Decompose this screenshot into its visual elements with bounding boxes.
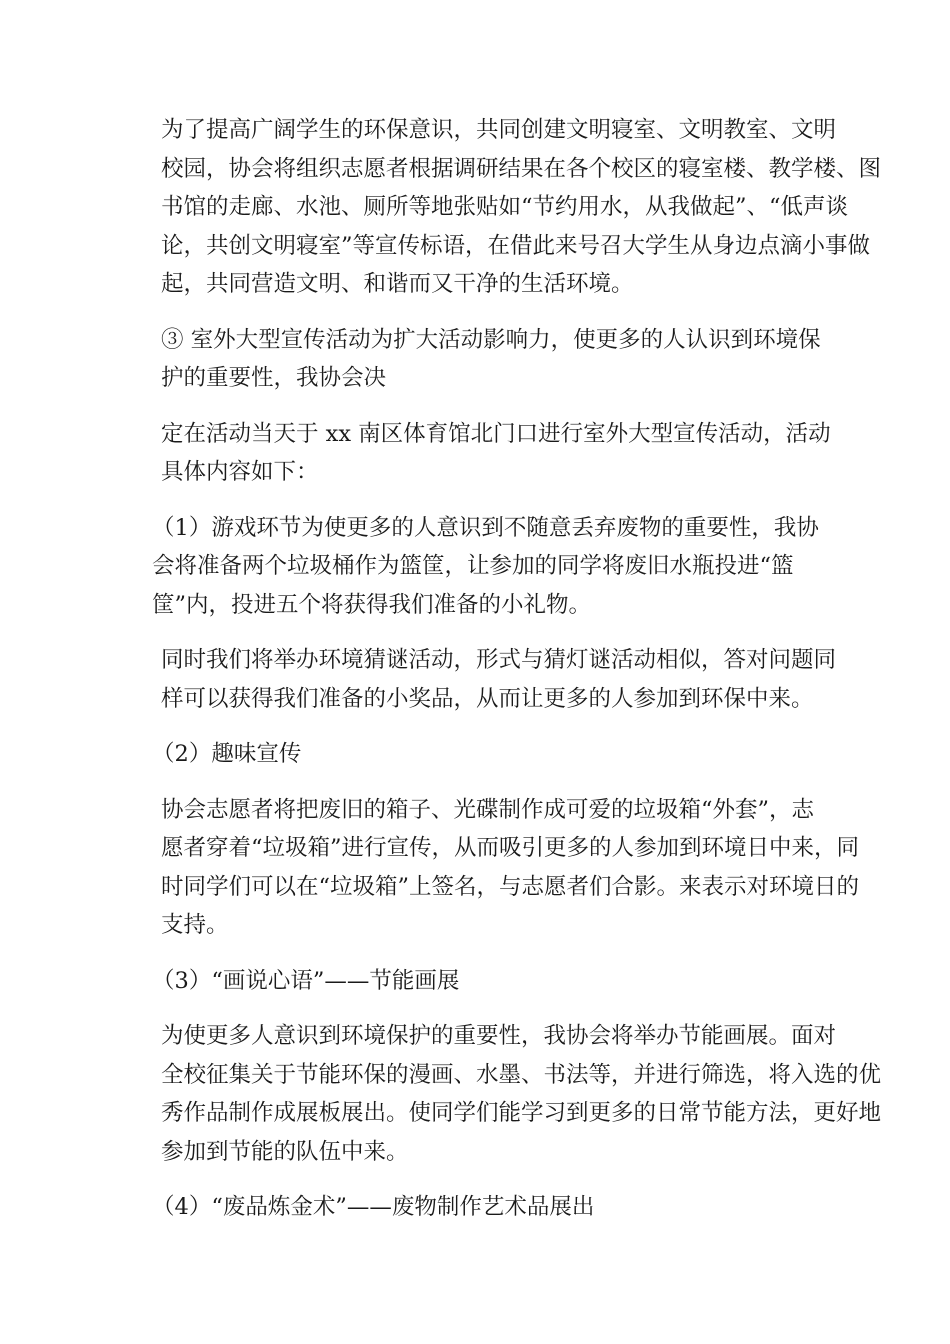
heading-fun-promotion — [116, 735, 834, 774]
text-line: 愿者穿着“垃圾箱”进行宣传，从而吸引更多的人参加到环境日中来，同 — [161, 835, 860, 861]
document-page — [116, 111, 882, 1244]
paragraph-painting-details — [116, 1017, 882, 1171]
paragraph-game-section — [116, 509, 834, 625]
text-line: 样可以获得我们准备的小奖品，从而让更多的人参加到环保中来。 — [161, 685, 814, 712]
text-line: 具体内容如下： — [161, 459, 319, 485]
text-line: 参加到节能的队伍中来。 — [161, 1138, 409, 1165]
heading-waste-art — [116, 1188, 834, 1227]
text-line: （1）游戏环节为使更多的人意识到不随意丢弃废物的重要性，我协 — [152, 514, 819, 541]
text-line: 护的重要性，我协会决 — [161, 365, 387, 391]
heading-painting-exhibition — [116, 962, 834, 1001]
paragraph-trash-costume — [116, 791, 860, 945]
text-line: （3）“画说心语”——节能画展 — [152, 967, 460, 994]
text-line: 论，共创文明寝室”等宣传标语，在借此来号召大学生从身边点滴小事做 — [161, 232, 871, 259]
paragraph-riddle-activity — [116, 641, 837, 718]
text-line: 为了提高广阔学生的环保意识，共同创建文明寝室、文明教室、文明 — [161, 117, 837, 143]
text-line: 定在活动当天于 xx 南区体育馆北门口进行室外大型宣传活动，活动 — [161, 420, 831, 447]
text-line: 全校征集关于节能环保的漫画、水墨、书法等，并进行筛选，将入选的优 — [161, 1061, 882, 1088]
text-line: 支持。 — [161, 912, 229, 938]
text-line: ③ 室外大型宣传活动为扩大活动影响力，使更多的人认识到环境保 — [161, 326, 821, 353]
text-line: 书馆的走廊、水池、厕所等地张贴如“节约用水，从我做起”、“低声谈 — [161, 194, 849, 220]
paragraph-dorm-slogans — [116, 111, 882, 304]
text-line: 协会志愿者将把废旧的箱子、光碟制作成可爱的垃圾箱“外套”，志 — [161, 796, 815, 823]
text-line: 时同学们可以在“垃圾箱”上签名，与志愿者们合影。来表示对环境日的 — [161, 873, 860, 900]
text-line: 校园，协会将组织志愿者根据调研结果在各个校区的寝室楼、教学楼、图 — [161, 155, 882, 182]
paragraph-outdoor-campaign — [116, 321, 834, 398]
text-line: 筐”内，投进五个将获得我们准备的小礼物。 — [152, 591, 592, 618]
text-line: 同时我们将举办环境猜谜活动，形式与猜灯谜活动相似，答对问题同 — [161, 647, 837, 673]
text-line: 为使更多人意识到环境保护的重要性，我协会将举办节能画展。面对 — [161, 1023, 837, 1049]
paragraph-event-location — [116, 415, 834, 492]
text-line: （2）趣味宣传 — [152, 741, 302, 767]
text-line: 秀作品制作成展板展出。使同学们能学习到更多的日常节能方法，更好地 — [161, 1100, 882, 1126]
text-line: 会将准备两个垃圾桶作为篮筐，让参加的同学将废旧水瓶投进“篮 — [152, 553, 794, 579]
text-line: 起，共同营造文明、和谐而又干净的生活环境。 — [161, 271, 634, 297]
text-line: （4）“废品炼金术”——废物制作艺术品展出 — [152, 1194, 595, 1220]
